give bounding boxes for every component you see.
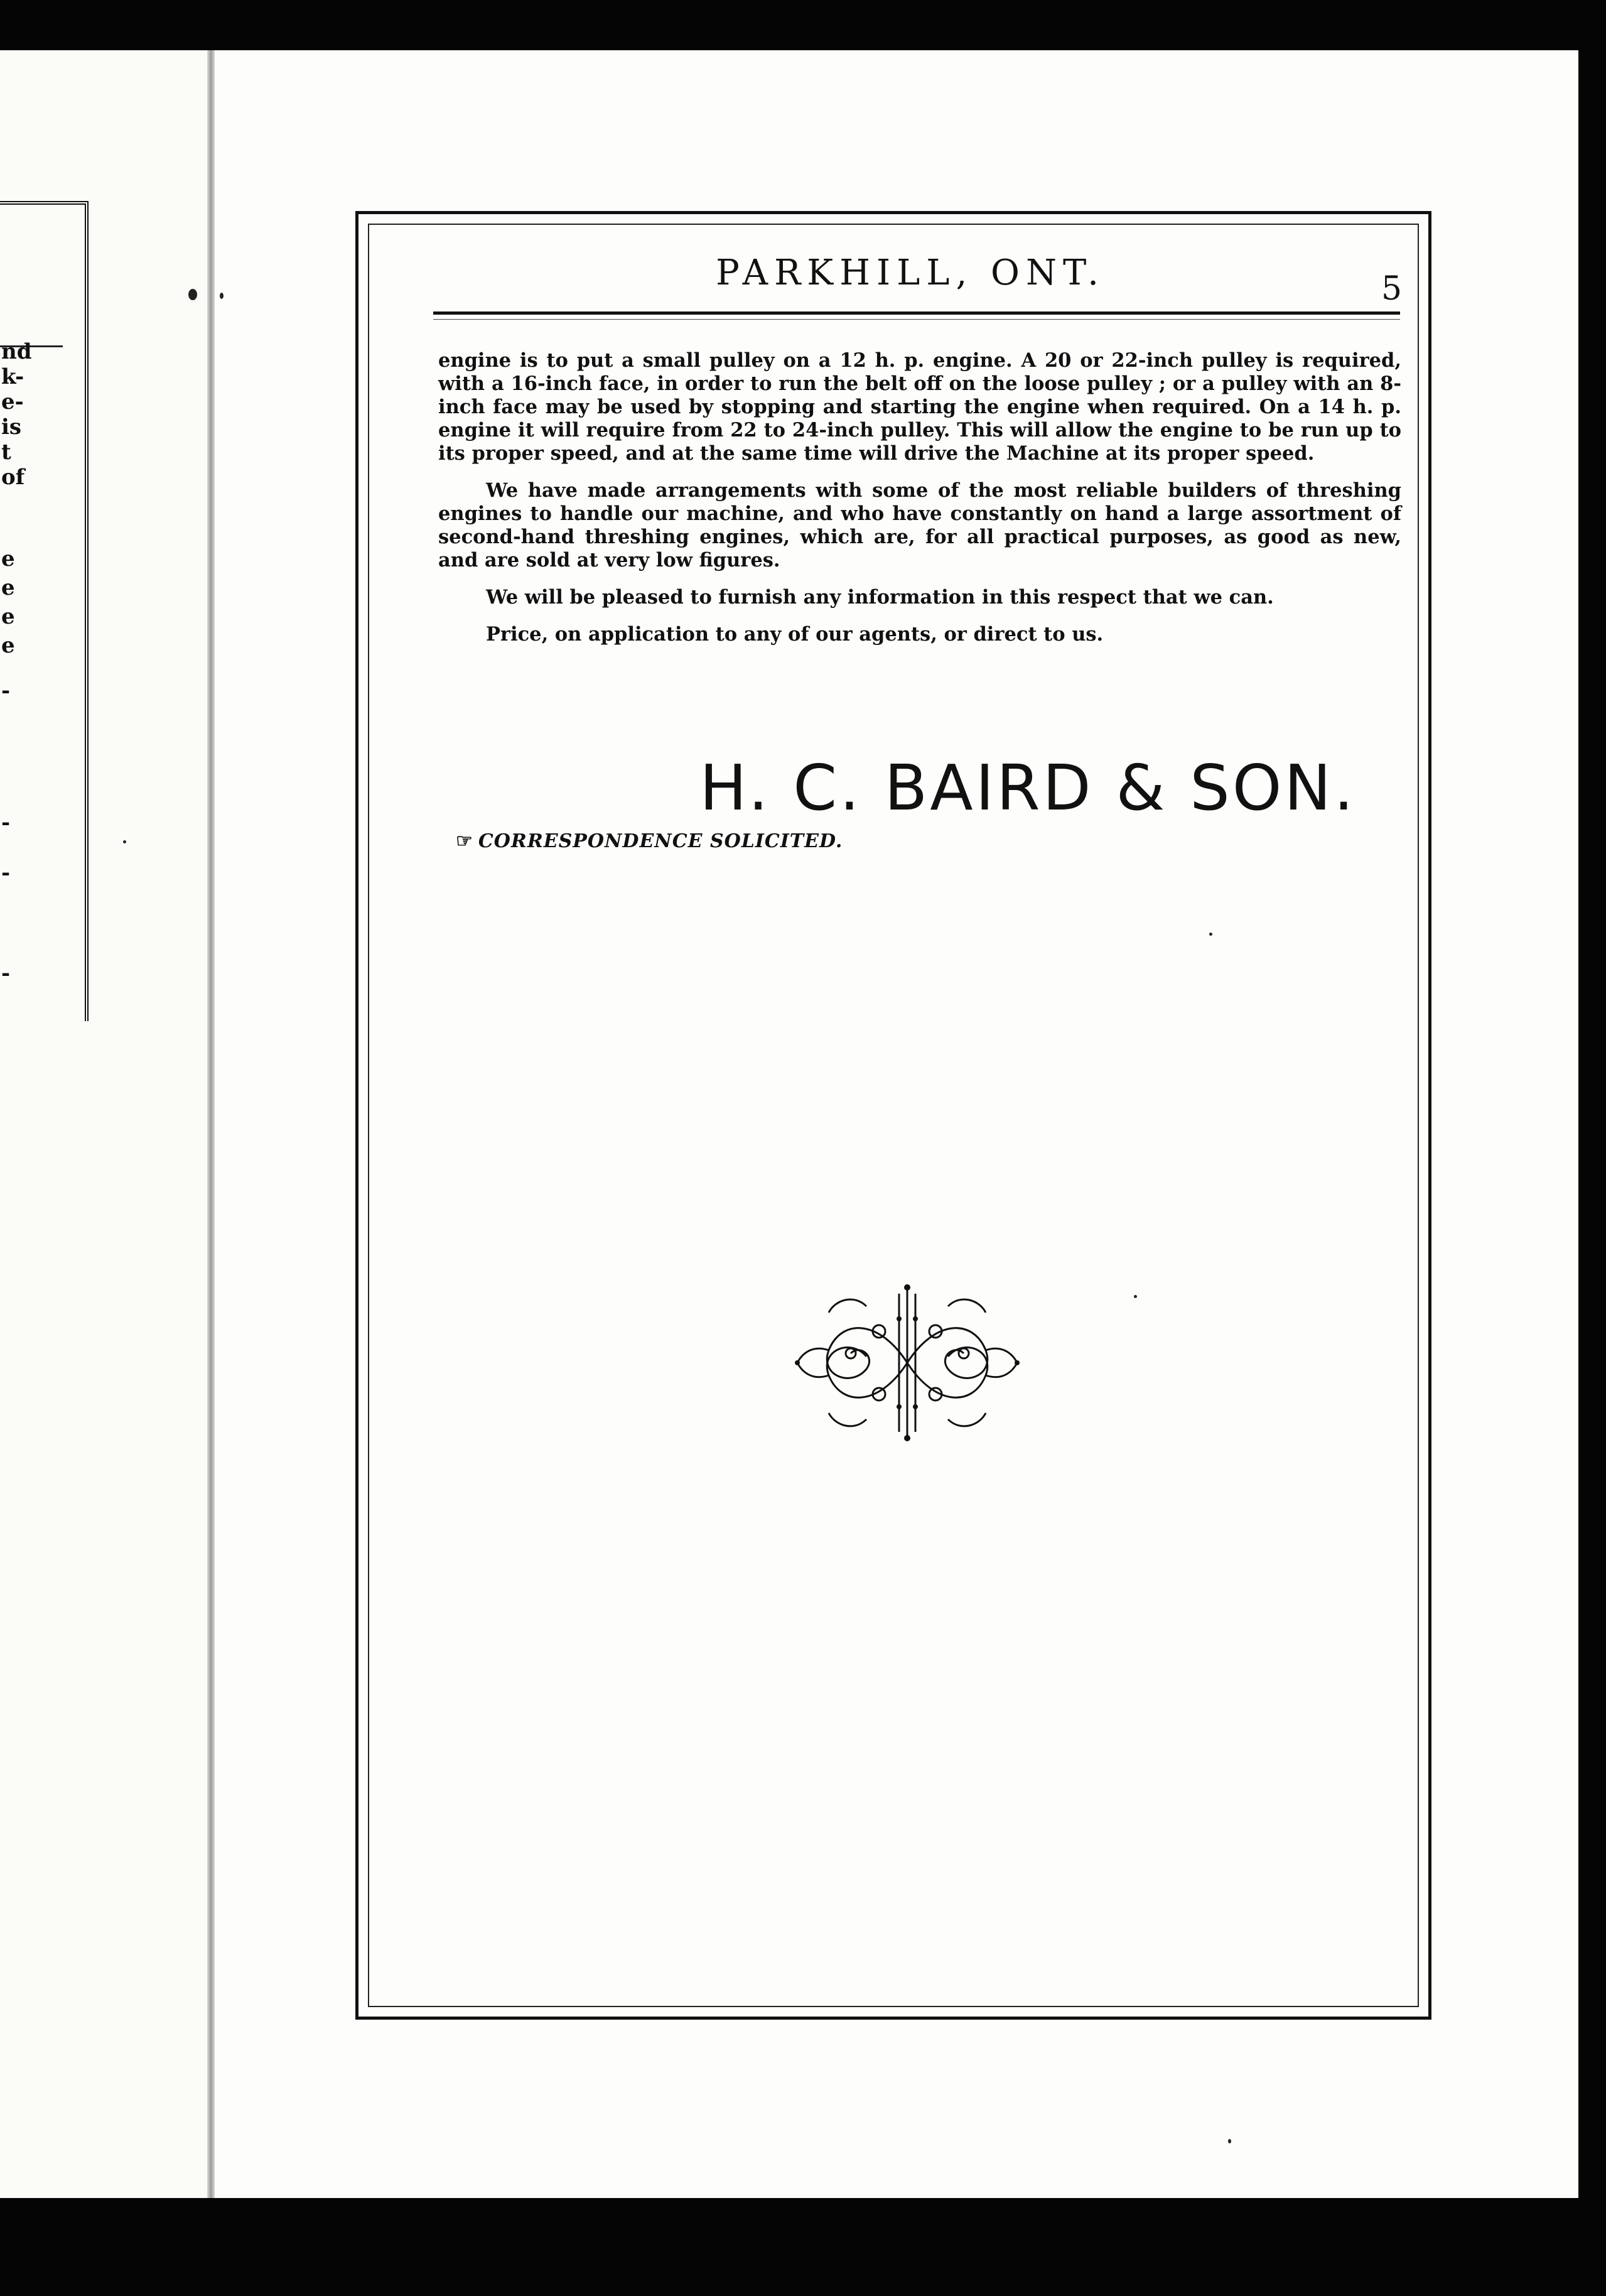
paragraph-arrangements: We have made arrangements with some of the most reliable builders of threshing engines to handle our machine, and who have constantly on hand a large assortment of second-hand threshing engines, which are, for all practical purposes, as good as new, and are sold at very low figures. — [438, 479, 1401, 571]
page-number: 5 — [1381, 270, 1403, 308]
correspondence-line — [456, 830, 843, 852]
left-fragment: e- — [1, 389, 24, 414]
header-rule-thin — [433, 319, 1400, 320]
body-text — [438, 349, 1401, 660]
paragraph-information: We will be pleased to furnish any information in this respect that we can. — [486, 586, 1274, 609]
left-fragment: - — [1, 810, 11, 835]
book-gutter — [207, 50, 215, 2198]
left-fragment: - — [1, 961, 11, 986]
ink-speck — [220, 293, 224, 299]
header-rule — [433, 311, 1400, 315]
ink-speck — [1134, 1295, 1137, 1298]
left-fragment: e — [1, 604, 15, 629]
left-fragment: - — [1, 678, 11, 703]
firm-signature: H. C. BAIRD & SON. — [699, 751, 1356, 825]
ink-speck — [123, 840, 126, 843]
left-fragment: t — [1, 440, 11, 465]
left-fragment: nd — [1, 339, 32, 364]
left-fragment: k- — [1, 364, 24, 389]
paragraph-price: Price, on application to any of our agents, or direct to us. — [486, 623, 1104, 646]
running-head: PARKHILL, ONT. — [716, 252, 1105, 293]
left-fragment: is — [1, 414, 22, 440]
left-fragment: of — [1, 465, 25, 490]
ink-speck — [188, 289, 197, 300]
paragraph-continuation: engine is to put a small pulley on a 12 h. p. engine. A 20 or 22-inch pulley is required, with a 16-inch face, in order to run the belt off on the loose pulley ; or a pulley with an 8-inch face may be used by stopping and starting the engine when required. On a 14 h. p. engine it will require from 22 to 24-inch pulley. This will allow the engine to be run up to its proper speed, and at the same time will drive the Machine at its proper speed. — [438, 349, 1401, 465]
scrollwork-ornament-icon — [791, 1281, 1023, 1444]
pointing-hand-icon: ☞ — [456, 830, 473, 852]
left-fragment: e — [1, 633, 15, 658]
left-fragment: e — [1, 546, 15, 571]
left-facing-page — [0, 50, 207, 2198]
left-fragment: e — [1, 575, 15, 600]
ink-speck — [1209, 933, 1212, 936]
ink-speck — [1228, 2139, 1231, 2143]
left-fragment: - — [1, 860, 11, 885]
correspondence-text: CORRESPONDENCE SOLICITED. — [478, 830, 843, 852]
